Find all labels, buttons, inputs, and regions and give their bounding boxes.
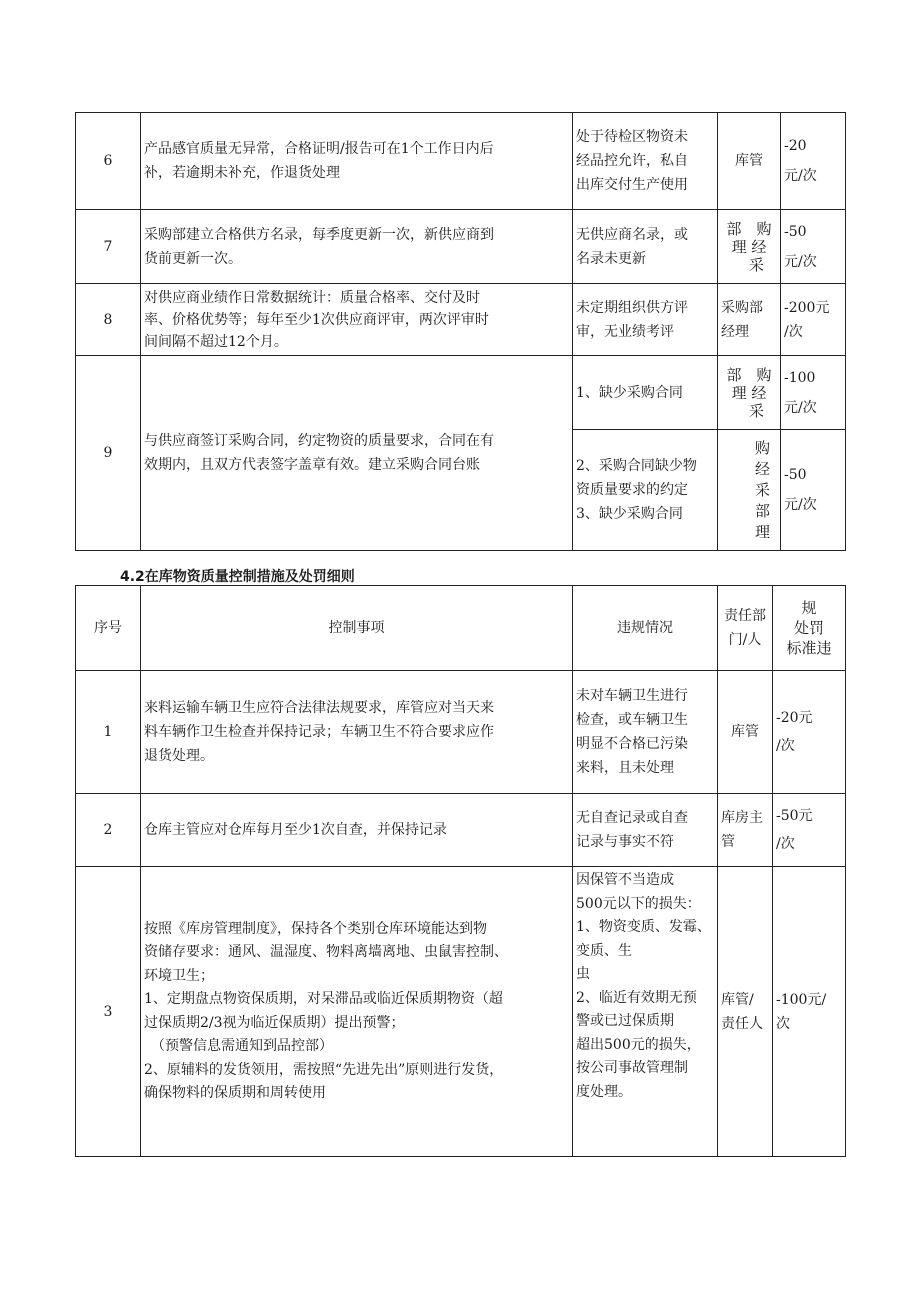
table2-row-1-no: 1: [103, 724, 113, 740]
table2-row-2-penalty: -50元 /次: [776, 808, 813, 852]
header-violation: 违规情况: [617, 620, 673, 636]
table-row-9-no: 9: [103, 445, 113, 461]
table-row-7-violation: 无供应商名录，或 名录未更新: [576, 226, 688, 267]
table-row-6-item: 产品感官质量无异常，合格证明/报告可在1个工作日内后 补，若逾期未补充，作退货处理: [144, 141, 494, 181]
table-row-9-violation-b: 2、采购合同缺少物 资质量要求的约定 3、缺少采购合同: [576, 458, 697, 522]
table2-row-2-item: 仓库主管应对仓库每月至少1次自查，并保持记录: [144, 822, 447, 838]
table2-row-1-penalty: -20元 /次: [776, 710, 813, 754]
table2-row-3-penalty: -100元/ 次: [776, 991, 827, 1032]
table-row-8-dept: 采购部 经理: [721, 299, 763, 340]
header-no: 序号: [94, 620, 122, 636]
table-row-7-no: 7: [103, 238, 113, 255]
table-row-6-penalty: -20 元/次: [784, 138, 817, 184]
table2-row-1-item: 来料运输车辆卫生应符合法律法规要求，库管应对当天来 料车辆作卫生检查并保持记录；车辆卫生不符合要求应作 退货处理。: [144, 700, 494, 764]
table2-row-3-item: 按照《库房管理制度》，保持各个类别仓库环境能达到物 资储存要求：通风、温湿度、物料离墙离地、虫鼠害控制、 环境卫生； 1、定期盘点物资保质期，对呆滞品或临近保质期物资（超 过保质期2/3视为临近保质期）提出预警； （预警信息需通知到品控部） 2、原辅料的发货领用，需按照“先进先出”原则进行发货， 确保物料的保质期和周转使用: [144, 920, 508, 1101]
table2-row-1-dept: 库管: [731, 724, 759, 740]
table2-row-3-dept: 库管/ 责任人: [721, 991, 763, 1032]
table-row-9-violation-a: 1、缺少采购合同: [576, 384, 683, 401]
table2-row-3-violation: 因保管不当造成 500元以下的损失： 1、物资变质、发霉、 变质、生 虫 2、临近有效期无预 警或已过保质期 超出500元的损失， 按公司事故管理制 度处理。: [576, 872, 711, 1100]
table-row-9-item: 与供应商签订采购合同，约定物资的质量要求，合同在有 效期内，且双方代表签字盖章有效。建立采购合同台账: [144, 433, 494, 473]
table2-row-2-violation: 无自查记录或自查 记录与事实不符: [576, 810, 688, 850]
table-row-8-no: 8: [103, 311, 113, 328]
table-row-6-no: 6: [103, 153, 113, 169]
table2-row-2-dept: 库房主 管: [721, 810, 763, 850]
table-row-9-penalty-b: -50 元/次: [784, 467, 817, 513]
table-row-8-item: 对供应商业绩作日常数据统计：质量合格率、交付及时 率、价格优势等；每年至少1次供应商评审，两次评审时 间间隔不超过12个月。: [144, 289, 489, 350]
table-row-7-dept: 部 购 理 经 采: [726, 219, 772, 274]
table-row-8-penalty: -200元 /次: [784, 299, 830, 340]
table2-row-2-no: 2: [103, 822, 113, 838]
table-row-9-penalty-a: -100 元/次: [784, 369, 817, 416]
table-row-9-dept-b: 购 经 采 部 理: [754, 438, 770, 541]
table-row-7-item: 采购部建立合格供方名录，每季度更新一次，新供应商到 货前更新一次。: [144, 226, 494, 267]
table-row-6-dept: 库管: [735, 153, 763, 169]
table-row-6-violation: 处于待检区物资未 经品控允许，私自 出库交付生产使用: [576, 129, 688, 193]
table-row-7-penalty: -50 元/次: [784, 223, 817, 270]
table2-row-3-no: 3: [103, 1003, 113, 1020]
header-item: 控制事项: [328, 620, 385, 636]
header-penalty: 规 处罚 标准违: [786, 599, 832, 657]
table-row-8-violation: 未定期组织供方评 审，无业绩考评: [576, 299, 688, 340]
header-dept: 责任部 门/人: [724, 608, 766, 648]
table-row-9-dept-a: 部 购 理 经 采: [726, 365, 772, 420]
table2-row-1-violation: 未对车辆卫生进行 检查，或车辆卫生 明显不合格已污染 来料，且未处理: [576, 688, 688, 776]
section-title: 4.2在库物资质量控制措施及处罚细则: [120, 569, 355, 585]
